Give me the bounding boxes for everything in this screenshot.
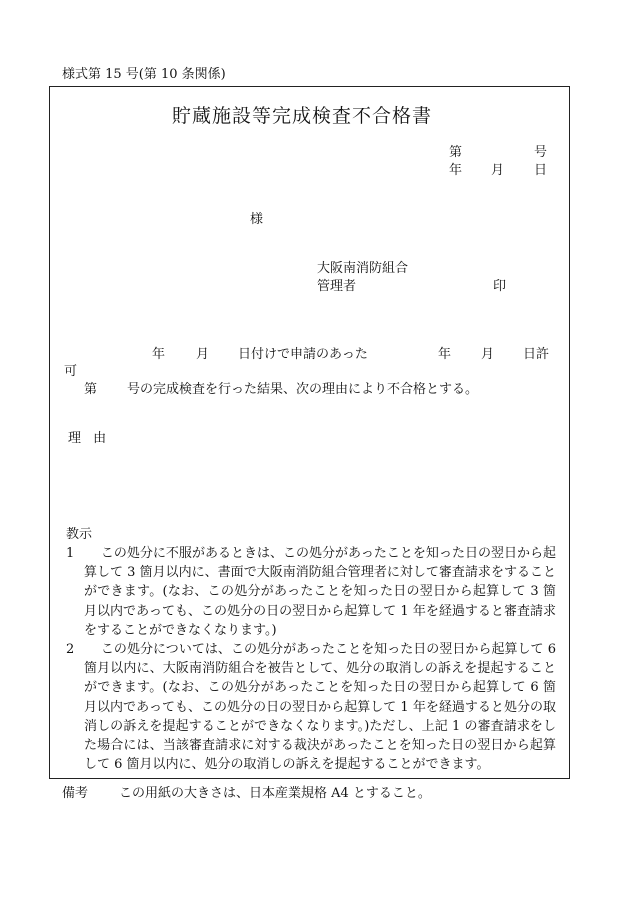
remarks-text: この用紙の大きさは、日本産業規格 A4 とすること。 [119, 786, 431, 801]
number-dai: 第 [449, 145, 463, 160]
issuer-org: 大阪南消防組合 [317, 261, 409, 276]
app-month: 月 [196, 347, 210, 362]
issuer-seal: 印 [493, 279, 507, 294]
number-dai-body: 第 [84, 382, 98, 397]
number-go: 号 [534, 145, 548, 160]
perm-month: 月 [481, 347, 495, 362]
instruction-number: 2 [66, 642, 75, 658]
date-day: 日 [534, 163, 548, 178]
document-title: 貯蔵施設等完成検査不合格書 [172, 105, 433, 127]
ka: 可 [64, 364, 78, 379]
perm-year: 年 [438, 347, 452, 362]
addressee-suffix: 様 [250, 212, 264, 227]
perm-day-kyo: 日許 [523, 347, 550, 362]
app-day-phrase: 日付けで申請のあった [238, 347, 368, 362]
instruction-item-1 [66, 544, 556, 640]
remarks-label: 備考 [62, 786, 89, 801]
instruction-item-2 [66, 640, 556, 774]
form-id: 様式第 15 号(第 10 条関係) [62, 67, 226, 82]
date-year: 年 [449, 163, 463, 178]
instruction-text: この処分については、この処分があったことを知った日の翌日から起算して 6 箇月以内に、大阪南消防組合を被告として、処分の取消しの訴えを提起することができます。(なお、この処分があったことを知った日の翌日から起算して 6 箇月以内であっても、この処分の日の翌日から起算して 1 年を経過すると処分の取消しの訴えを提起することができなくなります。)ただし、上記 1 の審査請求をした場合には、当該審査請求に対する裁決があったことを知った日の翌日から起算して 6 箇月以内に、処分の取消しの訴えを提起することができます。 [84, 642, 556, 773]
result-sentence: 号の完成検査を行った結果、次の理由により不合格とする。 [127, 382, 479, 397]
instructions-heading: 教示 [66, 527, 93, 542]
app-year: 年 [152, 347, 166, 362]
date-month: 月 [491, 163, 505, 178]
reason-label: 理 由 [68, 431, 111, 446]
issuer-role: 管理者 [317, 279, 357, 294]
instruction-text: この処分に不服があるときは、この処分があったことを知った日の翌日から起算して 3 箇月以内に、書面で大阪南消防組合管理者に対して審査請求をすることができます。(なお、この処分があったことを知った日の翌日から起算して 3 箇月以内であっても、この処分の日の翌日から起算して 1 年を経過すると審査請求をすることができなくなります。) [84, 546, 556, 638]
instructions-list [66, 544, 556, 774]
instruction-number: 1 [66, 546, 75, 561]
